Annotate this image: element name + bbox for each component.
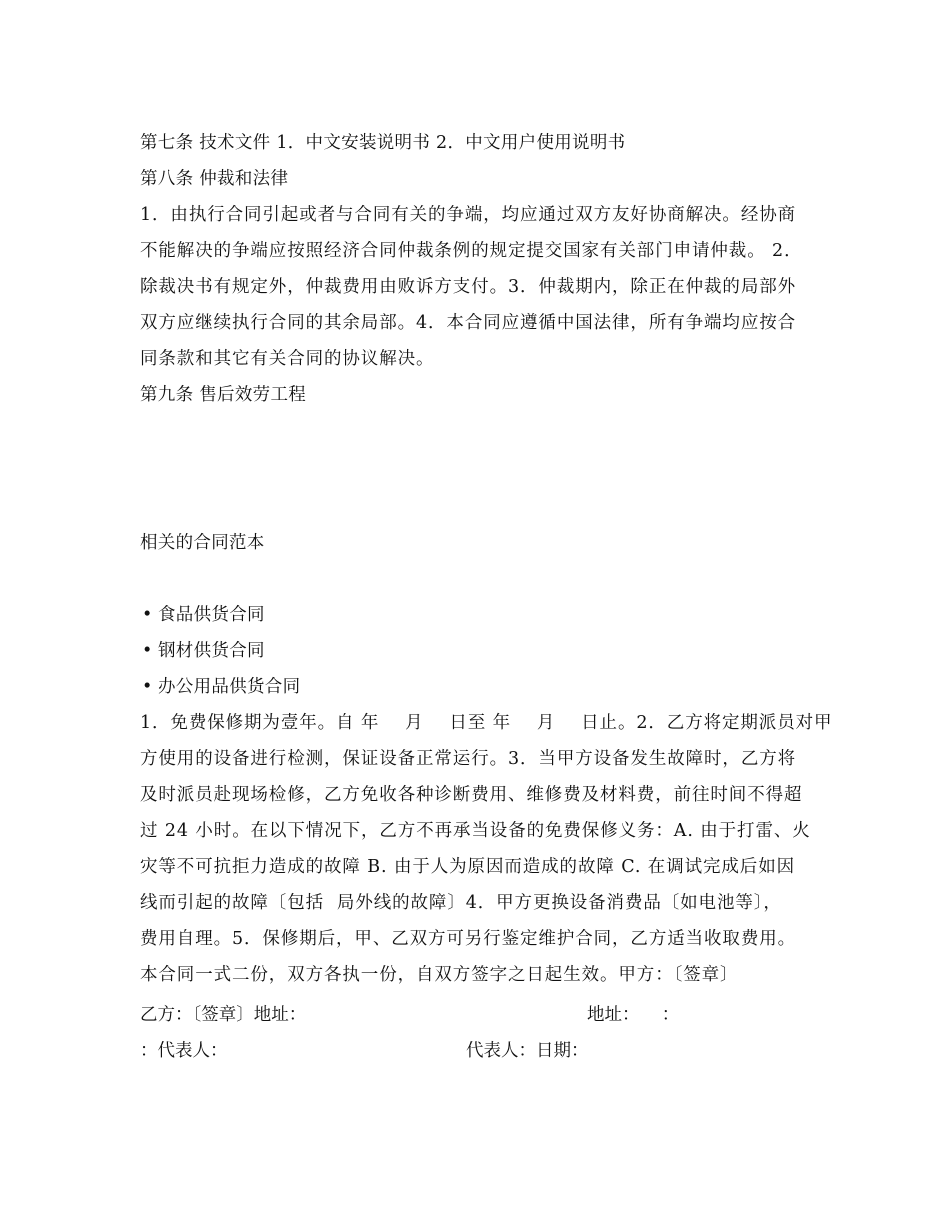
related-contract-link[interactable]: 食品供货合同 <box>158 605 265 625</box>
bullet-icon: • <box>142 677 153 697</box>
service-terms-line: 费用自理。5．保修期后，甲、乙双方可另行鉴定维护合同，乙方适当收取费用。 <box>140 929 797 949</box>
bullet-icon: • <box>142 641 153 661</box>
service-terms-line: 过 24 小时。在以下情况下，乙方不再承当设备的免费保修义务：A. 由于打雷、火 <box>140 821 811 841</box>
bullet-icon: • <box>142 605 153 625</box>
service-terms-line: 及时派员赴现场检修，乙方免收各种诊断费用、维修费及材料费，前往时间不得超 <box>140 785 803 805</box>
related-contract-link[interactable]: 办公用品供货合同 <box>158 677 301 697</box>
article-8-line: 不能解决的争端应按照经济合同仲裁条例的规定提交国家有关部门申请仲裁。 2． <box>140 241 803 261</box>
related-contract-item[interactable] <box>142 639 265 663</box>
related-contract-item[interactable] <box>142 603 265 627</box>
service-terms-line: 本合同一式二份，双方各执一份，自双方签字之日起生效。甲方：〔签章〕 <box>140 965 739 985</box>
related-contract-link[interactable]: 钢材供货合同 <box>158 641 265 661</box>
party-b-signature-address: 乙方：〔签章〕地址： <box>140 1005 307 1025</box>
article-9-title: 第九条 售后效劳工程 <box>140 385 307 405</box>
article-7-technical-documents: 第七条 技术文件 1．中文安装说明书 2．中文用户使用说明书 <box>140 133 626 153</box>
article-8-title: 第八条 仲裁和法律 <box>140 169 289 189</box>
service-terms-line: 1．免费保修期为壹年。自 年 月 日至 年 月 日止。2．乙方将定期派员对甲 <box>140 713 833 733</box>
article-8-line: 双方应继续执行合同的其余局部。4．本合同应遵循中国法律，所有争端均应按合 <box>140 313 797 333</box>
service-terms-line: 方使用的设备进行检测，保证设备正常运行。3．当甲方设备发生故障时，乙方将 <box>140 749 797 769</box>
article-8-line: 除裁决书有规定外，仲裁费用由败诉方支付。3．仲裁期内，除正在仲裁的局部外 <box>140 277 797 297</box>
service-terms-line: 线而引起的故障〔包括 局外线的故障〕4．甲方更换设备消费品〔如电池等〕， <box>140 893 782 913</box>
related-contract-item[interactable] <box>142 675 300 699</box>
related-contracts-title: 相关的合同范本 <box>140 533 265 553</box>
party-a-address: 地址： ： <box>587 1005 680 1025</box>
service-terms-line: 灾等不可抗拒力造成的故障 B. 由于人为原因而造成的故障 C. 在调试完成后如因 <box>140 857 795 877</box>
party-representative-left: ：代表人： <box>140 1041 228 1061</box>
party-representative-date: 代表人：日期： <box>466 1041 589 1061</box>
article-8-line: 1．由执行合同引起或者与合同有关的争端，均应通过双方友好协商解决。经协商 <box>140 205 797 225</box>
article-8-line: 同条款和其它有关合同的协议解决。 <box>140 349 435 369</box>
